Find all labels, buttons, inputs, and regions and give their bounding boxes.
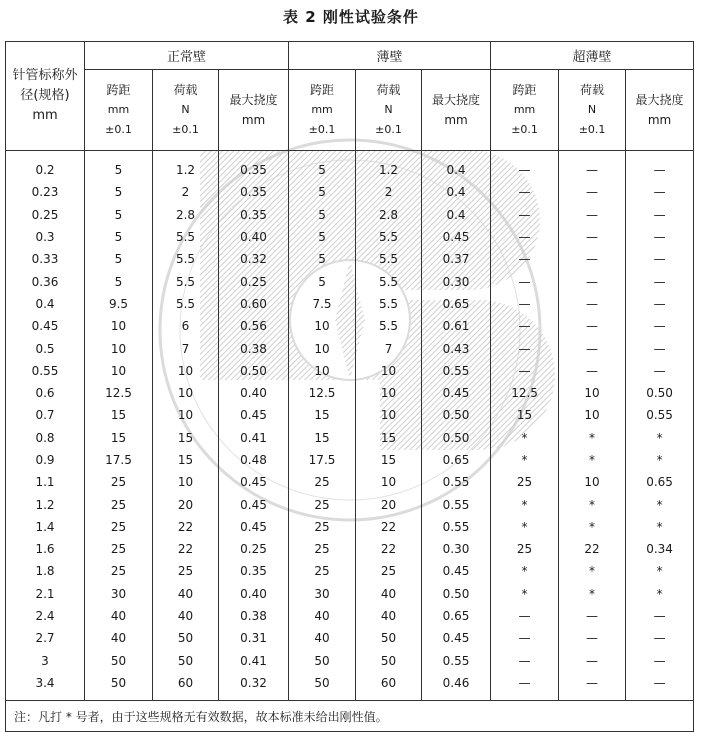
value-cell: 12.5 [289,382,356,404]
value-cell: 0.50 [219,360,289,382]
value-cell: * [491,516,559,538]
value-cell: 7 [356,337,422,359]
value-cell: — [491,181,559,203]
value-cell: — [491,204,559,226]
value-cell: — [559,360,626,382]
value-cell: 50 [289,650,356,672]
value-cell: 15 [356,427,422,449]
value-cell: — [626,605,694,627]
value-cell: 0.60 [219,293,289,315]
value-cell: 0.45 [422,226,491,248]
span-header: 跨距 mm ±0.1 [85,70,153,151]
value-cell: 0.50 [422,404,491,426]
value-cell: 2.8 [356,204,422,226]
value-cell: 0.35 [219,151,289,182]
value-cell: 10 [356,382,422,404]
value-cell: — [559,605,626,627]
value-cell: 40 [85,605,153,627]
value-cell: — [559,337,626,359]
value-cell: — [491,672,559,701]
value-cell: 20 [153,493,219,515]
value-cell: 25 [289,493,356,515]
value-cell: 10 [356,404,422,426]
table-row [6,404,694,426]
size-cell: 2.1 [6,583,85,605]
value-cell: — [559,226,626,248]
value-cell: — [491,248,559,270]
value-cell: 5 [85,181,153,203]
value-cell: 5.5 [153,226,219,248]
value-cell: 0.4 [422,151,491,182]
value-cell: 5 [289,181,356,203]
value-cell: 0.45 [422,382,491,404]
load-header: 荷载 N ±0.1 [356,70,422,151]
value-cell: 10 [85,315,153,337]
value-cell: 25 [289,538,356,560]
value-cell: 2.8 [153,204,219,226]
value-cell: 15 [289,427,356,449]
table-row [6,538,694,560]
size-cell: 0.9 [6,449,85,471]
value-cell: * [626,493,694,515]
value-cell: 5.5 [356,270,422,292]
value-cell: * [559,583,626,605]
size-cell: 0.33 [6,248,85,270]
value-cell: 0.45 [422,560,491,582]
value-cell: — [559,248,626,270]
value-cell: 15 [491,404,559,426]
value-cell: 0.65 [422,293,491,315]
value-cell: * [626,583,694,605]
value-cell: 17.5 [289,449,356,471]
value-cell: 40 [153,583,219,605]
value-cell: 50 [356,627,422,649]
span-header: 跨距 mm ±0.1 [491,70,559,151]
value-cell: 0.56 [219,315,289,337]
value-cell: — [559,627,626,649]
value-cell: — [491,605,559,627]
value-cell: 5 [85,270,153,292]
table-row [6,270,694,292]
value-cell: 5 [85,151,153,182]
size-cell: 0.8 [6,427,85,449]
size-cell: 0.4 [6,293,85,315]
value-cell: 10 [153,382,219,404]
value-cell: 5.5 [153,248,219,270]
value-cell: 20 [356,493,422,515]
value-cell: 25 [85,538,153,560]
value-cell: — [626,151,694,182]
value-cell: 0.40 [219,583,289,605]
value-cell: 0.32 [219,672,289,701]
value-cell: 0.31 [219,627,289,649]
value-cell: 6 [153,315,219,337]
value-cell: — [626,650,694,672]
value-cell: — [626,181,694,203]
value-cell: 0.45 [219,404,289,426]
value-cell: 5 [289,270,356,292]
value-cell: — [626,226,694,248]
value-cell: 15 [356,449,422,471]
deflection-header: 最大挠度 mm [626,70,694,151]
value-cell: 40 [85,627,153,649]
value-cell: 22 [356,538,422,560]
value-cell: — [491,226,559,248]
value-cell: 40 [153,605,219,627]
value-cell: * [559,493,626,515]
value-cell: — [559,315,626,337]
value-cell: 15 [153,449,219,471]
value-cell: 5 [289,248,356,270]
value-cell: 0.45 [219,493,289,515]
value-cell: 10 [289,337,356,359]
value-cell: 25 [356,560,422,582]
group-thin-wall: 薄壁 [289,42,491,70]
value-cell: 5.5 [356,293,422,315]
value-cell: 0.35 [219,204,289,226]
value-cell: 0.61 [422,315,491,337]
value-cell: 7.5 [289,293,356,315]
table-row [6,605,694,627]
value-cell: 40 [289,627,356,649]
table-row [6,583,694,605]
value-cell: 5 [85,248,153,270]
value-cell: 5 [289,151,356,182]
size-cell: 1.1 [6,471,85,493]
size-column-header: 针管标称外 径(规格) mm [6,42,85,151]
value-cell: 15 [85,404,153,426]
value-cell: 0.65 [626,471,694,493]
value-cell: — [491,270,559,292]
value-cell: * [491,449,559,471]
value-cell: 0.50 [422,583,491,605]
size-cell: 1.4 [6,516,85,538]
value-cell: 40 [356,583,422,605]
value-cell: 10 [85,337,153,359]
table-row [6,449,694,471]
value-cell: 2 [153,181,219,203]
size-cell: 3.4 [6,672,85,701]
size-cell: 2.7 [6,627,85,649]
size-cell: 0.2 [6,151,85,182]
value-cell: — [491,360,559,382]
value-cell: 0.40 [219,382,289,404]
value-cell: 1.2 [356,151,422,182]
value-cell: 25 [491,538,559,560]
value-cell: — [626,360,694,382]
value-cell: 9.5 [85,293,153,315]
size-cell: 0.36 [6,270,85,292]
value-cell: * [626,516,694,538]
table-row [6,204,694,226]
value-cell: — [626,627,694,649]
value-cell: 0.55 [422,516,491,538]
value-cell: 5.5 [356,226,422,248]
value-cell: * [559,449,626,471]
value-cell: — [491,627,559,649]
value-cell: 50 [153,650,219,672]
value-cell: 0.45 [219,471,289,493]
size-cell: 0.23 [6,181,85,203]
value-cell: 0.32 [219,248,289,270]
value-cell: 40 [289,605,356,627]
value-cell: — [626,270,694,292]
load-header: 荷载 N ±0.1 [153,70,219,151]
value-cell: 12.5 [85,382,153,404]
value-cell: 10 [356,360,422,382]
value-cell: 10 [356,471,422,493]
value-cell: 50 [85,672,153,701]
value-cell: 10 [559,404,626,426]
size-cell: 0.7 [6,404,85,426]
value-cell: 5.5 [153,270,219,292]
value-cell: — [491,650,559,672]
value-cell: 25 [153,560,219,582]
value-cell: 25 [289,560,356,582]
value-cell: — [626,337,694,359]
table-row [6,382,694,404]
value-cell: — [559,270,626,292]
size-cell: 1.8 [6,560,85,582]
value-cell: 25 [85,493,153,515]
value-cell: 5.5 [356,315,422,337]
value-cell: 0.40 [219,226,289,248]
value-cell: — [626,293,694,315]
table-note: 注：凡打 * 号者，由于这些规格无有效数据，故本标准未给出刚性值。 [6,701,694,732]
value-cell: 0.30 [422,270,491,292]
span-header: 跨距 mm ±0.1 [289,70,356,151]
value-cell: 50 [85,650,153,672]
value-cell: 0.55 [422,360,491,382]
value-cell: * [491,493,559,515]
value-cell: 0.4 [422,204,491,226]
value-cell: 0.4 [422,181,491,203]
value-cell: 25 [85,516,153,538]
value-cell: — [559,151,626,182]
value-cell: * [491,560,559,582]
load-header: 荷载 N ±0.1 [559,70,626,151]
value-cell: 0.43 [422,337,491,359]
value-cell: 0.45 [422,627,491,649]
group-normal-wall: 正常壁 [85,42,289,70]
value-cell: * [559,560,626,582]
value-cell: 0.38 [219,605,289,627]
value-cell: 0.30 [422,538,491,560]
value-cell: 0.46 [422,672,491,701]
value-cell: 15 [289,404,356,426]
value-cell: 17.5 [85,449,153,471]
value-cell: — [626,315,694,337]
value-cell: 0.25 [219,538,289,560]
value-cell: — [626,248,694,270]
deflection-header: 最大挠度 mm [422,70,491,151]
value-cell: 22 [559,538,626,560]
value-cell: 40 [356,605,422,627]
size-cell: 0.55 [6,360,85,382]
value-cell: 10 [153,404,219,426]
value-cell: 0.48 [219,449,289,471]
value-cell: * [626,427,694,449]
value-cell: 0.65 [422,605,491,627]
value-cell: 10 [289,360,356,382]
table-row [6,627,694,649]
table-row [6,248,694,270]
value-cell: 5 [289,226,356,248]
size-cell: 2.4 [6,605,85,627]
value-cell: 15 [153,427,219,449]
value-cell: 0.35 [219,181,289,203]
value-cell: 0.50 [626,382,694,404]
value-cell: 0.55 [626,404,694,426]
value-cell: 0.41 [219,427,289,449]
value-cell: 60 [356,672,422,701]
value-cell: — [491,315,559,337]
value-cell: 1.2 [153,151,219,182]
value-cell: 7 [153,337,219,359]
value-cell: 30 [85,583,153,605]
value-cell: 50 [153,627,219,649]
value-cell: 0.34 [626,538,694,560]
value-cell: — [626,204,694,226]
value-cell: * [491,427,559,449]
value-cell: 10 [85,360,153,382]
value-cell: 25 [491,471,559,493]
value-cell: — [491,293,559,315]
value-cell: 15 [85,427,153,449]
table-row [6,360,694,382]
table-row [6,181,694,203]
table-row [6,493,694,515]
value-cell: 0.45 [219,516,289,538]
value-cell: 25 [289,516,356,538]
size-cell: 1.2 [6,493,85,515]
value-cell: 2 [356,181,422,203]
value-cell: 10 [289,315,356,337]
value-cell: 60 [153,672,219,701]
value-cell: * [559,427,626,449]
value-cell: 5.5 [153,293,219,315]
value-cell: — [491,337,559,359]
value-cell: 5 [85,204,153,226]
value-cell: * [559,516,626,538]
value-cell: * [626,449,694,471]
value-cell: 0.65 [422,449,491,471]
size-cell: 0.6 [6,382,85,404]
size-cell: 1.6 [6,538,85,560]
value-cell: — [559,650,626,672]
value-cell: 10 [559,471,626,493]
value-cell: 50 [289,672,356,701]
table-row [6,471,694,493]
value-cell: — [626,672,694,701]
value-cell: 5 [85,226,153,248]
value-cell: 25 [85,560,153,582]
value-cell: * [491,583,559,605]
value-cell: 50 [356,650,422,672]
value-cell: 22 [153,516,219,538]
value-cell: 22 [356,516,422,538]
value-cell: 0.55 [422,493,491,515]
value-cell: 30 [289,583,356,605]
value-cell: — [559,204,626,226]
size-cell: 0.45 [6,315,85,337]
value-cell: — [491,151,559,182]
group-ultra-thin-wall: 超薄壁 [491,42,694,70]
table-title: 表 2 刚性试验条件 [283,8,419,26]
value-cell: 12.5 [491,382,559,404]
value-cell: 10 [153,471,219,493]
value-cell: 0.37 [422,248,491,270]
table-row [6,427,694,449]
value-cell: 25 [289,471,356,493]
table-row [6,337,694,359]
value-cell: 25 [85,471,153,493]
value-cell: 10 [153,360,219,382]
rigidity-test-table [5,41,694,732]
table-row [6,226,694,248]
size-cell: 0.3 [6,226,85,248]
table-row [6,672,694,701]
size-cell: 0.5 [6,337,85,359]
value-cell: 0.55 [422,650,491,672]
table-row [6,560,694,582]
size-cell: 3 [6,650,85,672]
size-cell: 0.25 [6,204,85,226]
deflection-header: 最大挠度 mm [219,70,289,151]
table-row [6,293,694,315]
table-row [6,650,694,672]
value-cell: 0.25 [219,270,289,292]
value-cell: 0.50 [422,427,491,449]
table-row [6,315,694,337]
value-cell: 0.55 [422,471,491,493]
value-cell: 0.35 [219,560,289,582]
value-cell: 0.41 [219,650,289,672]
value-cell: — [559,181,626,203]
value-cell: — [559,293,626,315]
value-cell: — [559,672,626,701]
value-cell: 0.38 [219,337,289,359]
table-row [6,516,694,538]
value-cell: 5 [289,204,356,226]
value-cell: * [626,560,694,582]
value-cell: 10 [559,382,626,404]
value-cell: 22 [153,538,219,560]
table-row [6,151,694,182]
value-cell: 5.5 [356,248,422,270]
